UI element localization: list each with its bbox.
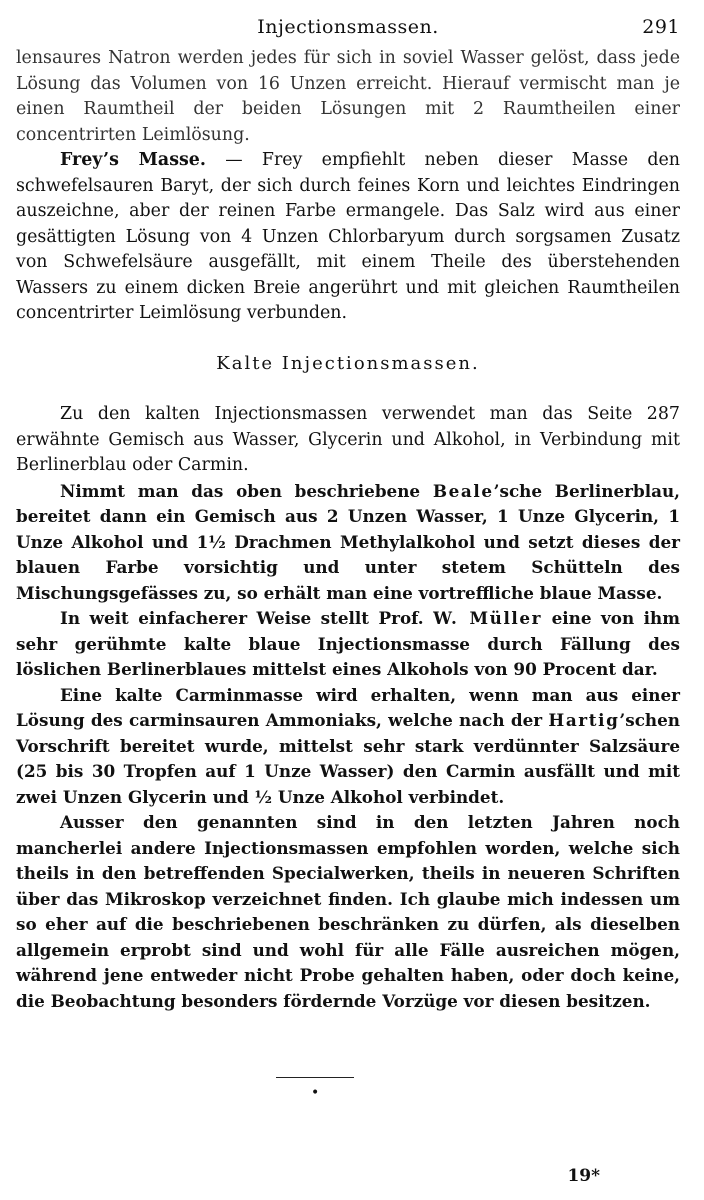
paragraph-frey (16, 148, 680, 327)
section-heading: Kalte Injectionsmassen. (216, 352, 480, 374)
paragraph-text: ’schen Vorschrift bereitet wurde, mittelst sehr stark verdünnter Salzsäure (25 bis 30 Tropfen auf 1 Unze Wasser) den Carmin ausfällt und mit zwei Unzen Glycerin und ½ Unze Alkohol verbindet. (16, 710, 680, 807)
person-name: W. Müller (433, 608, 543, 628)
signature-mark: 19* (567, 1166, 600, 1186)
page-number: 291 (642, 16, 680, 38)
paragraph-label: Frey’s Masse. (60, 150, 206, 170)
paragraph-continued: lensaures Natron werden jedes für sich in soviel Wasser gelöst, dass jede Lösung das Volumen von 16 Unzen erreicht. Hierauf vermischt man je einen Raumtheil der beiden Lösungen mit 2 Raumtheilen einer concentrirten Leimlösung. (16, 48, 680, 145)
running-title: Injectionsmassen. (257, 16, 439, 38)
paragraph-text: eine von ihm sehr gerühmte kalte blaue Injectionsmasse durch Fällung des löslichen Berlinerblaues mittelst eines Alkohols von 90 Procent dar. (16, 608, 680, 679)
paragraph-intro: Zu den kalten Injectionsmassen verwendet man das Seite 287 erwähnte Gemisch aus Wasser, Glycerin und Alkohol, in Verbindung mit Berlinerblau oder Carmin. (16, 404, 680, 475)
paragraph-text: ’sche Berlinerblau, bereitet dann ein Gemisch aus 2 Unzen Wasser, 1 Unze Glycerin, 1 Unze Alkohol und 1½ Drachmen Methylalkohol und setzt dieses der blauen Farbe vorsichtig und unter stetem Schütteln des Mischungsgefässes zu, so erhält man eine vortreffliche blaue Masse. (16, 480, 680, 603)
paragraph-mueller (16, 606, 680, 683)
paragraph-text: Nimmt man das oben beschriebene (60, 480, 433, 501)
paragraph-text: — Frey empfiehlt neben dieser Masse den schwefelsauren Baryt, der sich durch feines Korn und leichtes Eindringen auszeichne, aber der reinen Farbe ermangele. Das Salz wird aus einer gesättigten Lösung von 4 Unzen Chlorbaryum durch sorgsamen Zusatz von Schwefelsäure ausgefällt, mit einem Theile des überstehenden Wassers zu einem dicken Breie angerührt und mit gleichen Raumtheilen concentrirter Leimlösung verbunden. (16, 150, 680, 323)
paragraph-carmin (16, 683, 680, 811)
paragraph-beale (16, 479, 680, 607)
person-name: Beale (432, 480, 494, 501)
paragraph-text: Eine kalte Carminmasse wird erhalten, wenn man aus einer Lösung des carminsauren Ammoniaks, welche nach der (16, 684, 680, 730)
running-header (16, 16, 680, 42)
paragraph-conclusion: Ausser den genannten sind in den letzten Jahren noch mancherlei andere Injectionsmassen empfohlen worden, welche sich theils in den betreffenden Specialwerken, theils in neueren Schriften über das Mikroskop verzeichnet finden. Ich glaube mich indessen um so eher auf die beschriebenen beschränken zu dürfen, als dieselben allgemein erprobt sind und wohl für alle Fälle ausreichen mögen, während jene entweder nicht Probe gehalten haben, oder doch keine, die Beobachtung besonders fördernde Vorzüge vor diesen besitzen. (16, 812, 680, 1011)
footer-dot: • (311, 1085, 320, 1101)
footer-divider (276, 1077, 354, 1078)
person-name: Hartig (548, 710, 620, 730)
body-text (16, 46, 680, 1014)
paragraph-text: In weit einfacherer Weise stellt Prof. (60, 608, 434, 628)
